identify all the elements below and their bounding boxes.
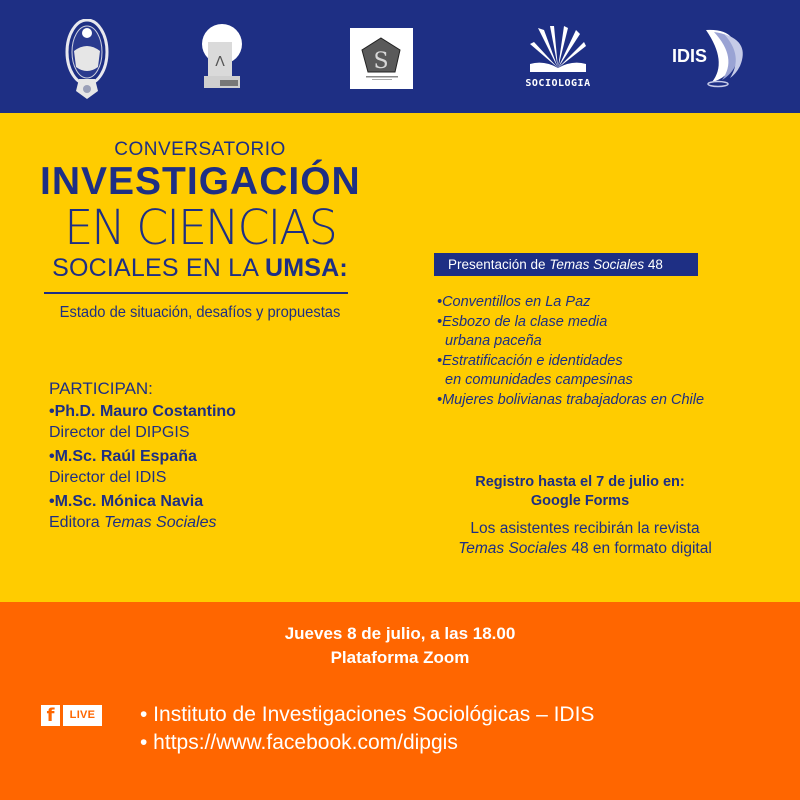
- event-datetime: [0, 622, 800, 670]
- participant-name: •M.Sc. Raúl España: [49, 448, 197, 465]
- svg-text:SOCIOLOGIA: SOCIOLOGIA: [525, 78, 591, 89]
- presentation-prefix: Presentación de: [448, 257, 550, 272]
- idis-wave-icon: [672, 28, 750, 88]
- article-title-cont: en comunidades campesinas: [445, 372, 633, 388]
- benefit-line-2: [420, 539, 750, 559]
- event-platform: Plataforma Zoom: [330, 648, 470, 667]
- title-line-2: EN CIENCIAS: [64, 198, 336, 256]
- article-title: •Estratificación e identidades: [437, 352, 623, 369]
- participant-role: [49, 467, 349, 488]
- role-text: Editora: [49, 514, 105, 531]
- participant: [49, 401, 349, 443]
- article-title-cont: urbana paceña: [445, 333, 542, 349]
- dipgis-icon: [198, 22, 246, 92]
- stream-link-idis[interactable]: • Instituto de Investigaciones Sociológicas – IDIS: [140, 703, 595, 726]
- header-band: [0, 0, 800, 113]
- benefit-line-1: Los asistentes recibirán la revista: [470, 520, 700, 537]
- title-line-1: INVESTIGACIÓN: [40, 160, 361, 203]
- stream-link-facebook[interactable]: • https://www.facebook.com/dipgis: [140, 731, 458, 754]
- article-title: •Mujeres bolivianas trabajadoras en Chile: [437, 391, 705, 408]
- sociologia-logo: [524, 24, 592, 90]
- article-title: •Esbozo de la clase media: [437, 313, 608, 330]
- article-title: •Conventillos en La Paz: [437, 294, 591, 310]
- presentation-banner: [434, 253, 698, 276]
- facebook-icon: f: [41, 705, 60, 726]
- participant-role: [49, 422, 349, 443]
- presentation-issue: 48: [644, 257, 663, 272]
- svg-text:ⴷ: ⴷ: [215, 54, 225, 70]
- article-item: [437, 293, 777, 313]
- idis-logo: [672, 28, 750, 88]
- title-line-3-prefix: SOCIALES EN LA: [52, 254, 265, 282]
- registration-link[interactable]: Google Forms: [530, 493, 630, 509]
- participant: [49, 446, 349, 488]
- event-date: Jueves 8 de julio, a las 18.00: [284, 624, 516, 643]
- participant-name: •M.Sc. Mónica Navia: [49, 493, 204, 510]
- facebook-live-badge: [41, 705, 102, 726]
- registration-info: [420, 473, 740, 511]
- article-item: [437, 352, 777, 391]
- event-type-label: CONVERSATORIO: [114, 139, 286, 160]
- participants-heading: PARTICIPAN:: [49, 379, 153, 398]
- svg-text:IDIS: IDIS: [672, 46, 708, 66]
- benefit-journal: Temas Sociales: [458, 540, 568, 557]
- participant: [49, 491, 349, 533]
- stream-links: [140, 701, 594, 757]
- participant-name: •Ph.D. Mauro Costantino: [49, 403, 236, 420]
- title-divider: [44, 292, 348, 294]
- participant-role: [49, 512, 349, 533]
- pentagon-cs-icon: [350, 28, 413, 89]
- role-text: Director del IDIS: [49, 469, 167, 486]
- title-line-3-bold: UMSA:: [264, 254, 348, 282]
- svg-text:S: S: [373, 49, 389, 74]
- subtitle: Estado de situación, desafíos y propuestas: [59, 304, 341, 321]
- open-book-icon: [524, 24, 592, 90]
- title-line-3: [40, 254, 360, 283]
- role-italic: Temas Sociales: [104, 514, 217, 531]
- article-item: [437, 391, 777, 411]
- benefit-suffix: 48 en formato digital: [567, 540, 712, 557]
- live-label: LIVE: [63, 705, 102, 726]
- umsa-seal-icon: [64, 19, 110, 101]
- umsa-seal-logo: [64, 19, 110, 101]
- registration-deadline: Registro hasta el 7 de julio en:: [475, 474, 685, 490]
- presentation-journal: Temas Sociales: [549, 257, 645, 272]
- participants-section: [49, 378, 349, 536]
- articles-list: [437, 293, 777, 410]
- attendee-benefit: [420, 519, 750, 559]
- carrera-logo: [350, 28, 413, 89]
- article-item: [437, 313, 777, 352]
- dipgis-logo: [198, 22, 246, 92]
- role-text: Director del DIPGIS: [49, 424, 190, 441]
